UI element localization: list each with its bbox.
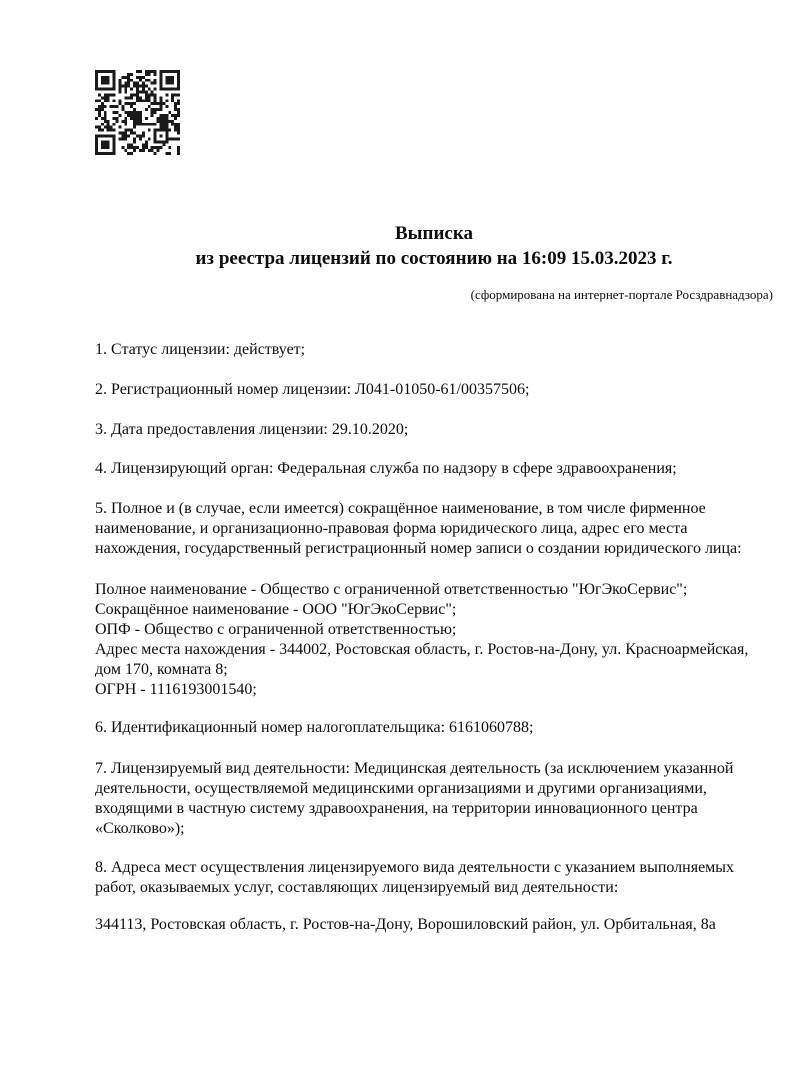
taxpayer-number-item: 6. Идентификационный номер налогоплательщика: 6161060788; <box>95 719 534 736</box>
org-legal-form: ОПФ - Общество с ограниченной ответственностью; <box>95 621 457 638</box>
organization-details-block <box>95 580 773 700</box>
license-date-item: 3. Дата предоставления лицензии: 29.10.2020; <box>95 421 409 438</box>
activity-addresses-heading-item: 8. Адреса мест осуществления лицензируемого вида деятельности с указанием выполняемых работ, оказываемых услуг, составляющих лицензируемый вид деятельности: <box>95 859 735 896</box>
licensed-activity-item: 7. Лицензируемый вид деятельности: Медицинская деятельность (за исключением указанной деятельности, осуществляемой медицинскими организациями и другими организациями, входящими в частную систему здравоохранения, на территории инновационного центра «Сколково»); <box>95 760 734 837</box>
org-full-name: Полное наименование - Общество с ограниченной ответственностью "ЮгЭкоСервис"; <box>95 581 688 598</box>
qr-code-image <box>95 70 180 155</box>
activity-address-line: 344113, Ростовская область, г. Ростов-на-Дону, Ворошиловский район, ул. Орбитальная, 8а <box>95 916 716 933</box>
license-status-item: 1. Статус лицензии: действует; <box>95 341 306 358</box>
title-line1: Выписка <box>395 223 473 244</box>
document-title <box>95 221 773 271</box>
title-line2: из реестра лицензий по состоянию на 16:09 15.03.2023 г. <box>195 248 673 269</box>
org-short-name: Сокращённое наименование - ООО "ЮгЭкоСервис"; <box>95 601 457 618</box>
org-ogrn: ОГРН - 1116193001540; <box>95 681 257 698</box>
registration-number-item: 2. Регистрационный номер лицензии: Л041-01050-61/00357506; <box>95 381 530 398</box>
formation-note: (сформирована на интернет-портале Росздравнадзора) <box>470 287 773 302</box>
licensing-authority-item: 4. Лицензирующий орган: Федеральная служба по надзору в сфере здравоохранения; <box>95 460 677 477</box>
organization-names-heading-item: 5. Полное и (в случае, если имеется) сокращённое наименование, в том числе фирменное наименование, и организационно-правовая форма юридического лица, адрес его места нахождения, государственный регистрационный номер записи о создании юридического лица: <box>95 500 742 557</box>
org-address: Адрес места нахождения - 344002, Ростовская область, г. Ростов-на-Дону, ул. Красноармейская, дом 170, комната 8; <box>95 641 749 678</box>
